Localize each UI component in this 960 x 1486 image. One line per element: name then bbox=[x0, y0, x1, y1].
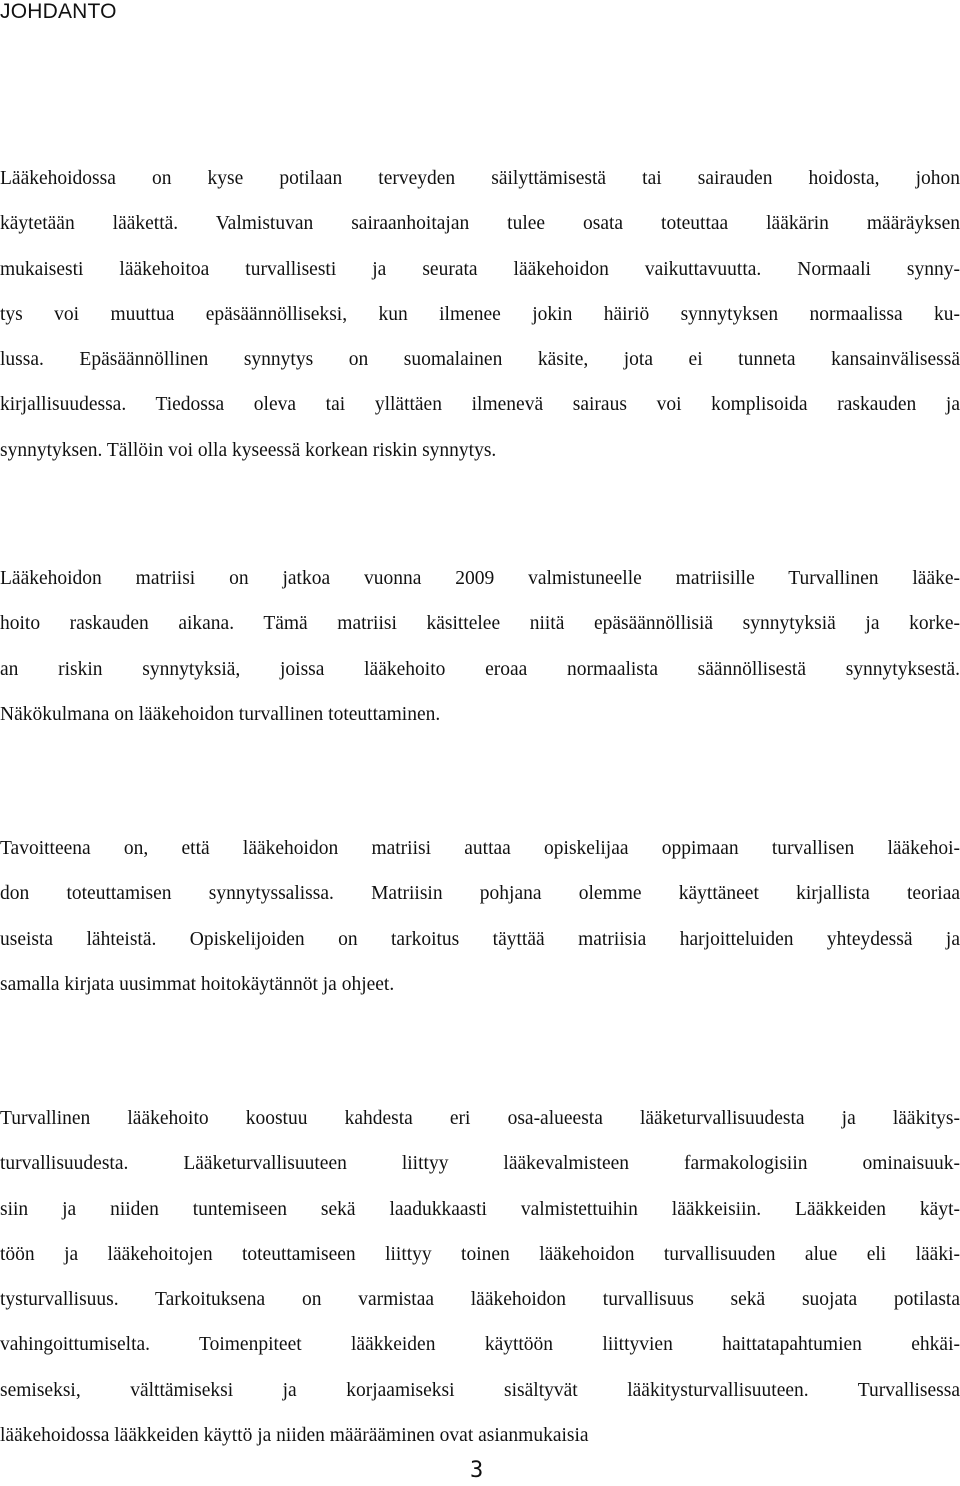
paragraph-introduction bbox=[0, 156, 960, 473]
text-line: tysturvallisuus. Tarkoituksena on varmistaa lääkehoidon turvallisuus sekä suojata potilasta bbox=[0, 1289, 960, 1311]
text-line: tys voi muuttua epäsäännölliseksi, kun ilmenee jokin häiriö synnytyksen normaalissa ku- bbox=[0, 303, 960, 325]
text-line: useista lähteistä. Opiskelijoiden on tarkoitus täyttää matriisia harjoitteluiden yhteydessä ja bbox=[0, 928, 960, 950]
text-line: semiseksi, välttämiseksi ja korjaamiseksi sisältyvät lääkitysturvallisuuteen. Turvallisessa bbox=[0, 1379, 960, 1401]
paragraph-objective bbox=[0, 826, 960, 1007]
text-line: turvallisuudesta. Lääketurvallisuuteen liittyy lääkevalmisteen farmakologisiin ominaisuuk- bbox=[0, 1153, 960, 1175]
text-line: töön ja lääkehoitojen toteuttamiseen liittyy toinen lääkehoidon turvallisuuden alue eli lääki- bbox=[0, 1243, 960, 1265]
text-line: käytetään lääkettä. Valmistuvan sairaanhoitajan tulee osata toteuttaa lääkärin määräyksen bbox=[0, 213, 960, 235]
text-line: lussa. Epäsäännöllinen synnytys on suomalainen käsite, jota ei tunneta kansainvälisessä bbox=[0, 349, 960, 371]
text-line: siin ja niiden tuntemiseen sekä laadukkaasti valmistettuihin lääkkeisiin. Lääkkeiden käyt- bbox=[0, 1198, 960, 1220]
text-line: don toteuttamisen synnytyssalissa. Matriisin pohjana olemme käyttäneet kirjallista teoriaa bbox=[0, 883, 960, 905]
text-line: vahingoittumiselta. Toimenpiteet lääkkeiden käyttöön liittyvien haittatapahtumien ehkäi- bbox=[0, 1334, 960, 1356]
paragraph-safe-medication bbox=[0, 1096, 960, 1458]
text-line: Lääkehoidon matriisi on jatkoa vuonna 2009 valmistuneelle matriisille Turvallinen lääke- bbox=[0, 568, 960, 589]
text-line: Tavoitteena on, että lääkehoidon matriisi auttaa opiskelijaa oppimaan turvallisen lääkehoi- bbox=[0, 838, 960, 859]
page-number: 3 bbox=[470, 1458, 484, 1483]
text-line: synnytyksen. Tällöin voi olla kyseessä korkean riskin synnytys. bbox=[0, 439, 497, 461]
text-line: kirjallisuudessa. Tiedossa oleva tai yllättäen ilmenevä sairaus voi komplisoida raskauden ja bbox=[0, 394, 960, 416]
text-line: Lääkehoidossa on kyse potilaan terveyden säilyttämisestä tai sairauden hoidosta, johon bbox=[0, 168, 960, 189]
text-line: lääkehoidossa lääkkeiden käyttö ja niiden määrääminen ovat asianmukaisia bbox=[0, 1425, 589, 1447]
paragraph-matrix-background bbox=[0, 556, 960, 737]
text-line: hoito raskauden aikana. Tämä matriisi käsittelee niitä epäsäännöllisiä synnytyksiä ja korke- bbox=[0, 613, 960, 635]
text-line: Näkökulmana on lääkehoidon turvallinen toteuttaminen. bbox=[0, 703, 441, 725]
text-line: mukaisesti lääkehoitoa turvallisesti ja seurata lääkehoidon vaikuttavuutta. Normaali synny- bbox=[0, 258, 960, 280]
text-line: samalla kirjata uusimmat hoitokäytännöt ja ohjeet. bbox=[0, 973, 395, 995]
text-line: Turvallinen lääkehoito koostuu kahdesta eri osa-alueesta lääketurvallisuudesta ja lääkitys- bbox=[0, 1108, 960, 1129]
text-line: an riskin synnytyksiä, joissa lääkehoito eroaa normaalista säännöllisestä synnytyksestä. bbox=[0, 658, 960, 680]
page-heading: JOHDANTO bbox=[0, 0, 117, 23]
